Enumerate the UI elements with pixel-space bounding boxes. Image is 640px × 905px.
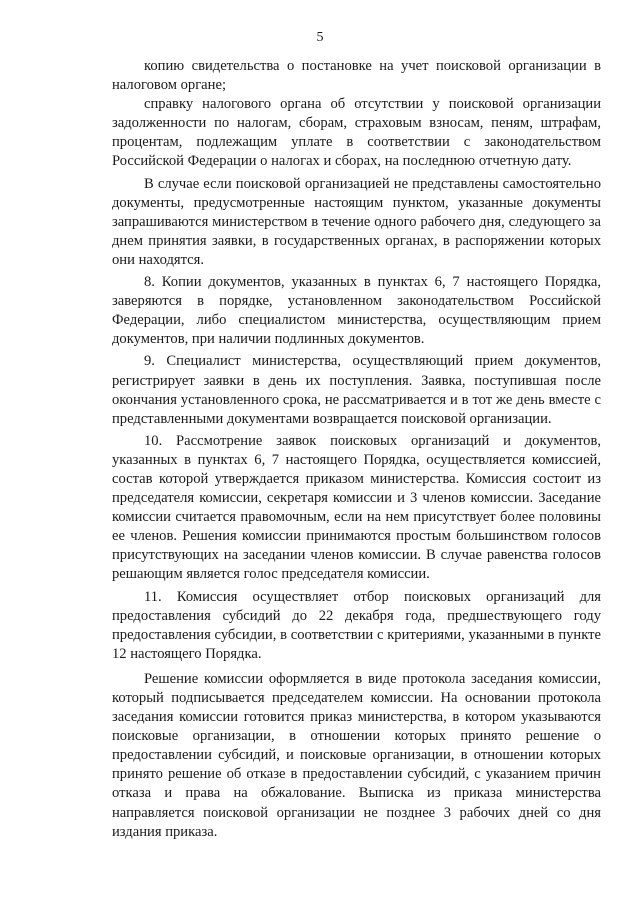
paragraph-item-9: 9. Специалист министерства, осуществляющий прием документов, регистрирует заявки в день их поступления. Заявка, поступившая после окончания установленного срока, не рассматривается и в тот же день вместе с представленными документами возвращается поисковой организации.	[112, 353, 601, 427]
paragraph-item-10: 10. Рассмотрение заявок поисковых организаций и документов, указанных в пунктах 6, 7 настоящего Порядка, осуществляется комиссией, состав которой утверждается приказом министерства. Комиссия состоит из председателя комиссии, секретаря комиссии и 3 членов комиссии. Заседание комиссии считается правомочным, если на нем присутствует более половины ее членов. Решения комиссии принимаются простым большинством голосов присутствующих на заседании членов комиссии. В случае равенства голосов решающим является голос председателя комиссии.	[112, 432, 601, 583]
paragraph-document-request: В случае если поисковой организацией не представлены самостоятельно документы, предусмотренные настоящим пунктом, указанные документы запрашиваются министерством в течение одного рабочего дня, следующего за днем принятия заявки, в государственных органах, в распоряжении которых они находятся.	[112, 175, 601, 268]
paragraph-item-8: 8. Копии документов, указанных в пунктах 6, 7 настоящего Порядка, заверяются в порядке, установленном законодательством Российской Федерации, либо специалистом министерства, осуществляющим прием документов, при наличии подлинных документов.	[112, 274, 601, 348]
paragraph-tax-certificate: справку налогового органа об отсутствии у поисковой организации задолженности по налогам, сборам, страховым взносам, пеням, штрафам, процентам, подлежащим уплате в соответствии с законодательством Российской Федерации о налогах и сборах, на последнюю отчетную дату.	[112, 96, 601, 170]
paragraph-tax-registration: копию свидетельства о постановке на учет поисковой организации в налоговом органе;	[112, 58, 601, 94]
paragraph-commission-decision: Решение комиссии оформляется в виде протокола заседания комиссии, который подписывается председателем комиссии. На основании протокола заседания комиссии готовится приказ министерства, в котором указываются поисковые организации, в отношении которых принято решение о предоставлении субсидий, и поисковые организации, в отношении которых принято решение об отказе в предоставлении субсидий, с указанием причин отказа и права на обжалование. Выписка из приказа министерства направляется поисковой организации не позднее 3 рабочих дней со дня издания приказа.	[112, 670, 601, 840]
document-body	[112, 57, 601, 842]
page-number: 5	[316, 30, 324, 45]
paragraph-item-11: 11. Комиссия осуществляет отбор поисковых организаций для предоставления субсидий до 22 декабря года, предшествующего году предоставления субсидии, в соответствии с критериями, указанными в пункте 12 настоящего Порядка.	[112, 588, 601, 662]
